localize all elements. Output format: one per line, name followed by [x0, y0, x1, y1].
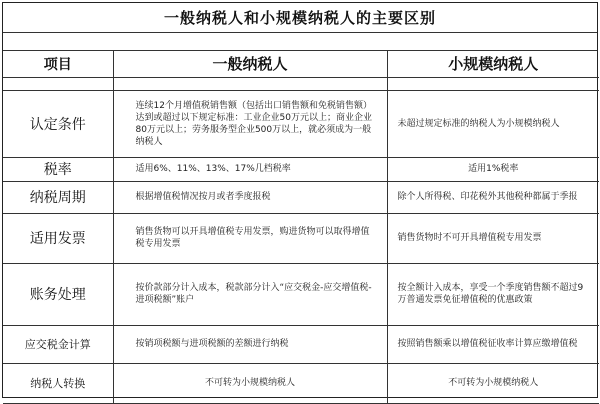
comparison-sheet	[2, 2, 598, 398]
cell-general-tax-period: 根据增值税情况按月或者季度报税	[113, 181, 387, 213]
cell-small-tax-period: 除个人所得税、印花税外其他税种都属于季报	[387, 181, 599, 213]
row-label-accounting: 账务处理	[3, 263, 113, 325]
row-label-invoice: 适用发票	[3, 213, 113, 263]
table-header-row	[3, 51, 599, 77]
table-row	[3, 325, 599, 363]
cell-general-accounting: 按价款部分计入成本，税款部分计入“应交税金-应交增值税-进项税额”账户	[113, 263, 387, 325]
table-row	[3, 157, 599, 181]
cell-general-qualification: 连续12个月增值税销售额（包括出口销售额和免税销售额）达到或超过以下规定标准：工业企业50万元以上；商业企业80万元以上；劳务服务型企业500万以上，就必须成为一般纳税人	[113, 90, 387, 157]
cell-general-invoice: 销售货物可以开具增值税专用发票，购进货物可以取得增值税专用发票	[113, 213, 387, 263]
row-label-qualification: 认定条件	[3, 90, 113, 157]
cell-small-conversion: 不可转为小规模纳税人	[387, 363, 599, 403]
row-label-conversion: 纳税人转换	[3, 363, 113, 403]
header-general-taxpayer: 一般纳税人	[113, 51, 387, 77]
table-row	[3, 181, 599, 213]
cell-small-tax-rate: 适用1%税率	[387, 157, 599, 181]
cell-small-accounting: 按全额计入成本，享受一个季度销售额不超过9万普通发票免征增值税的优惠政策	[387, 263, 599, 325]
table-row	[3, 213, 599, 263]
row-label-tax-calc: 应交税金计算	[3, 325, 113, 363]
cell-general-tax-calc: 按销项税额与进项税额的差额进行纳税	[113, 325, 387, 363]
comparison-table	[3, 51, 599, 404]
table-row	[3, 90, 599, 157]
table-row	[3, 263, 599, 325]
header-small-taxpayer: 小规模纳税人	[387, 51, 599, 77]
table-row	[3, 363, 599, 403]
spacer-row	[3, 77, 599, 90]
title-spacer-row	[3, 33, 597, 51]
cell-small-invoice: 销售货物时不可开具增值税专用发票	[387, 213, 599, 263]
row-label-tax-rate: 税率	[3, 157, 113, 181]
cell-small-tax-calc: 按照销售额乘以增值税征收率计算应缴增值税	[387, 325, 599, 363]
cell-general-tax-rate: 适用6%、11%、13%、17%几档税率	[113, 157, 387, 181]
page-title: 一般纳税人和小规模纳税人的主要区别	[3, 3, 597, 33]
cell-small-qualification: 未超过规定标准的纳税人为小规模纳税人	[387, 90, 599, 157]
header-item: 项目	[3, 51, 113, 77]
row-label-tax-period: 纳税周期	[3, 181, 113, 213]
cell-general-conversion: 不可转为小规模纳税人	[113, 363, 387, 403]
